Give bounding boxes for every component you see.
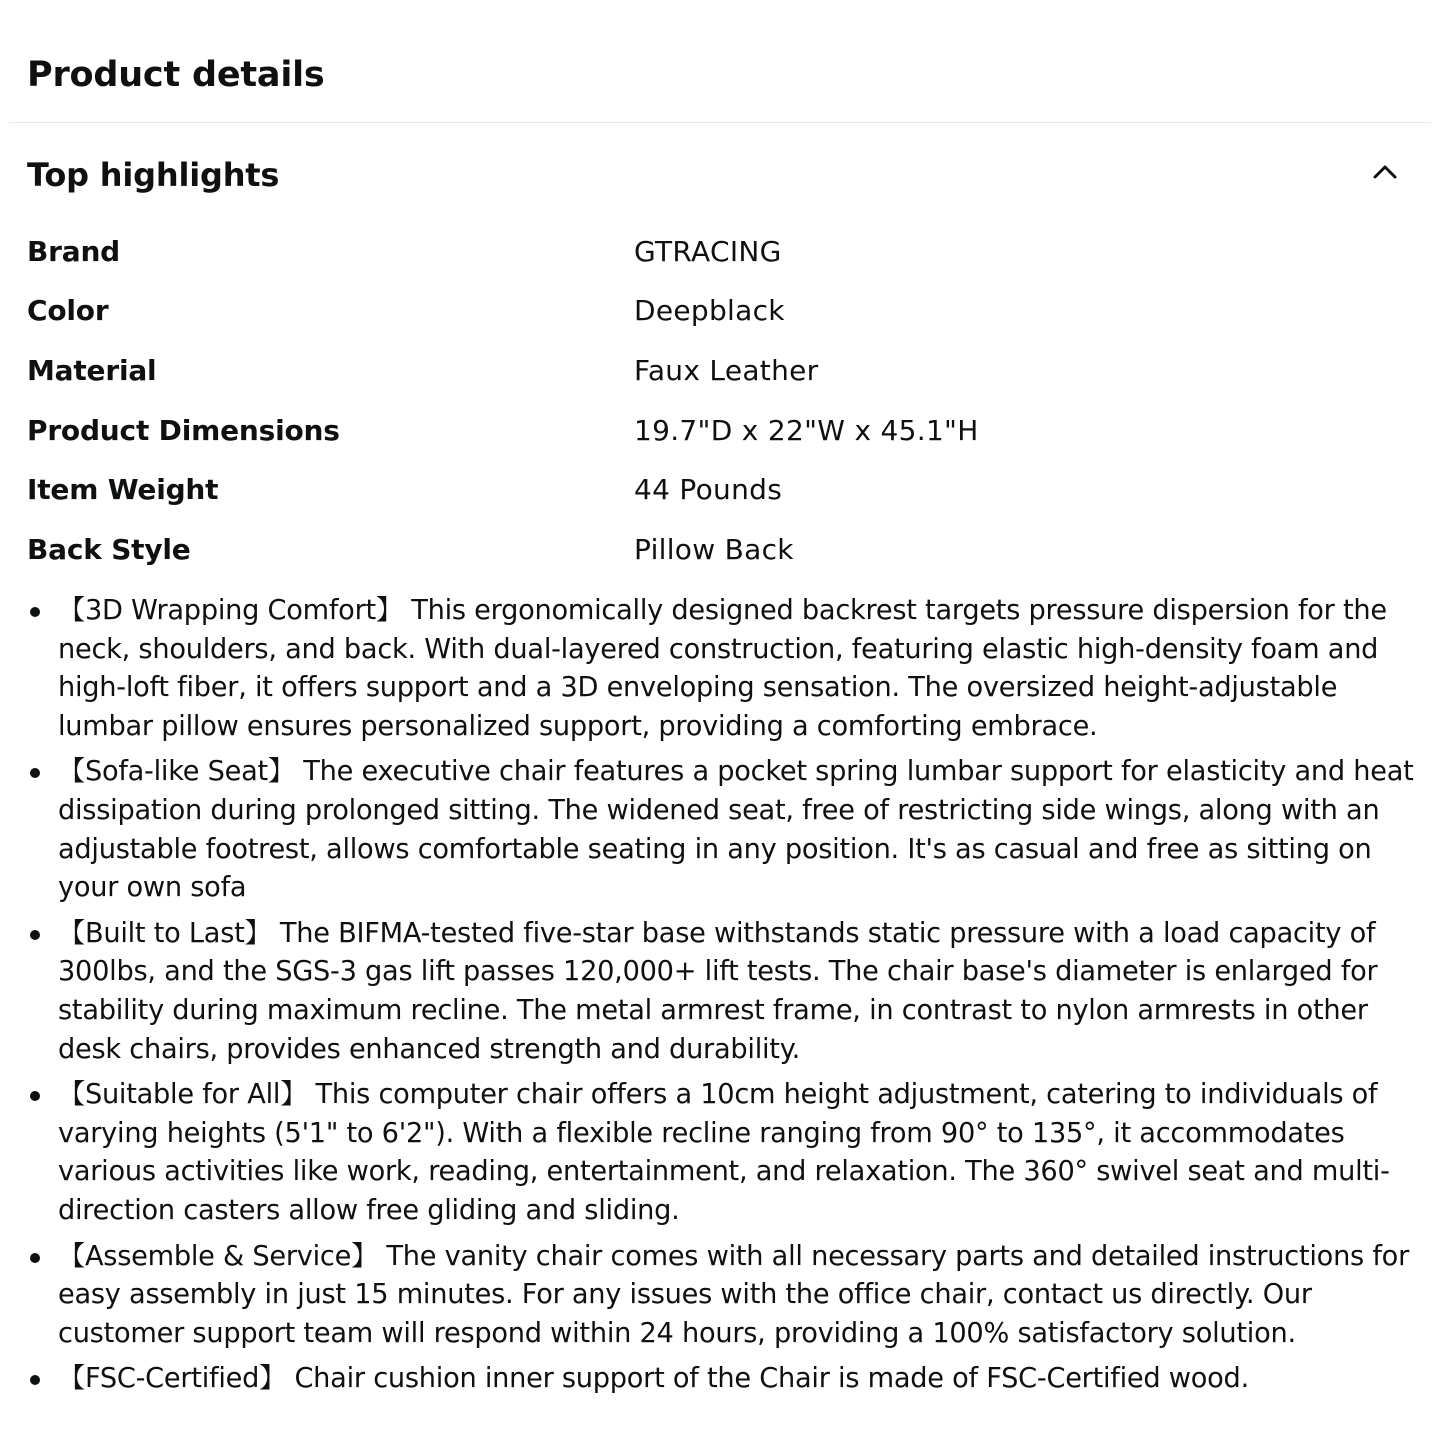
attribute-value: GTRACING (634, 234, 782, 268)
attribute-value: Faux Leather (634, 353, 819, 387)
attribute-label: Brand (27, 234, 121, 268)
bullet-dot-icon (30, 1091, 40, 1101)
section-divider (9, 122, 1431, 123)
feature-bullet (0, 1238, 1440, 1354)
feature-bullet (0, 915, 1440, 1069)
top-highlights-header[interactable] (0, 150, 1440, 200)
feature-bullet (0, 1076, 1440, 1230)
feature-bullet-text: 【Sofa-like Seat】 The executive chair features a pocket spring lumbar support for elasticity and heat dissipation during prolonged sitting. The widened seat, free of restricting side wings, along with an adjustable footrest, allows comfortable seating in any position. It's as casual and free as sitting on your own sofa (58, 756, 1414, 904)
attribute-row (27, 520, 1417, 580)
bullet-dot-icon (30, 930, 40, 940)
attribute-value: Deepblack (634, 294, 785, 328)
bullet-dot-icon (30, 768, 40, 778)
feature-bullet-list (0, 592, 1440, 1406)
feature-bullet-text: 【Suitable for All】 This computer chair offers a 10cm height adjustment, catering to individuals of varying heights (5'1" to 6'2"). With a flexible recline ranging from 90° to 135°, it accommodates various activities like work, reading, entertainment, and relaxation. The 360° swivel seat and multi-direction casters allow free gliding and sliding. (58, 1079, 1390, 1226)
attribute-value: 44 Pounds (634, 473, 783, 507)
feature-bullet (0, 1360, 1440, 1399)
feature-bullet-text: 【3D Wrapping Comfort】 This ergonomically designed backrest targets pressure dispersion for the neck, shoulders, and back. With dual-layered construction, featuring elastic high-density foam and high-loft fiber, it offers support and a 3D enveloping sensation. The oversized height-adjustable lumbar pillow ensures personalized support, providing a comforting embrace. (58, 595, 1387, 742)
bullet-dot-icon (30, 1375, 40, 1385)
feature-bullet-text: 【FSC-Certified】 Chair cushion inner support of the Chair is made of FSC-Certified wood. (58, 1363, 1249, 1395)
feature-bullet (0, 753, 1440, 907)
feature-bullet-text: 【Built to Last】 The BIFMA-tested five-star base withstands static pressure with a load capacity of 300lbs, and the SGS-3 gas lift passes 120,000+ lift tests. The chair base's diameter is enlarged for stability during maximum recline. The metal armrest frame, in contrast to nylon armrests in other desk chairs, provides enhanced strength and durability. (58, 917, 1378, 1065)
bullet-dot-icon (30, 607, 40, 617)
attribute-row (27, 401, 1417, 461)
top-highlights-title: Top highlights (27, 156, 280, 194)
attribute-row (27, 222, 1417, 282)
attribute-label: Material (27, 353, 157, 387)
attribute-row (27, 341, 1417, 401)
attribute-row (27, 282, 1417, 342)
attribute-label: Back Style (27, 532, 191, 566)
attribute-label: Product Dimensions (27, 413, 340, 447)
chevron-up-icon[interactable] (1368, 156, 1402, 190)
page-title: Product details (27, 55, 325, 95)
attributes-table (27, 222, 1417, 580)
feature-bullet (0, 592, 1440, 746)
attribute-value: 19.7"D x 22"W x 45.1"H (634, 413, 979, 447)
feature-bullet-text: 【Assemble & Service】 The vanity chair comes with all necessary parts and detailed instructions for easy assembly in just 15 minutes. For any issues with the office chair, contact us directly. Our customer support team will respond within 24 hours, providing a 100% satisfactory solution. (58, 1240, 1409, 1349)
attribute-label: Color (27, 294, 109, 328)
bullet-dot-icon (30, 1253, 40, 1263)
attribute-row (27, 460, 1417, 520)
attribute-label: Item Weight (27, 473, 219, 507)
attribute-value: Pillow Back (634, 532, 794, 566)
